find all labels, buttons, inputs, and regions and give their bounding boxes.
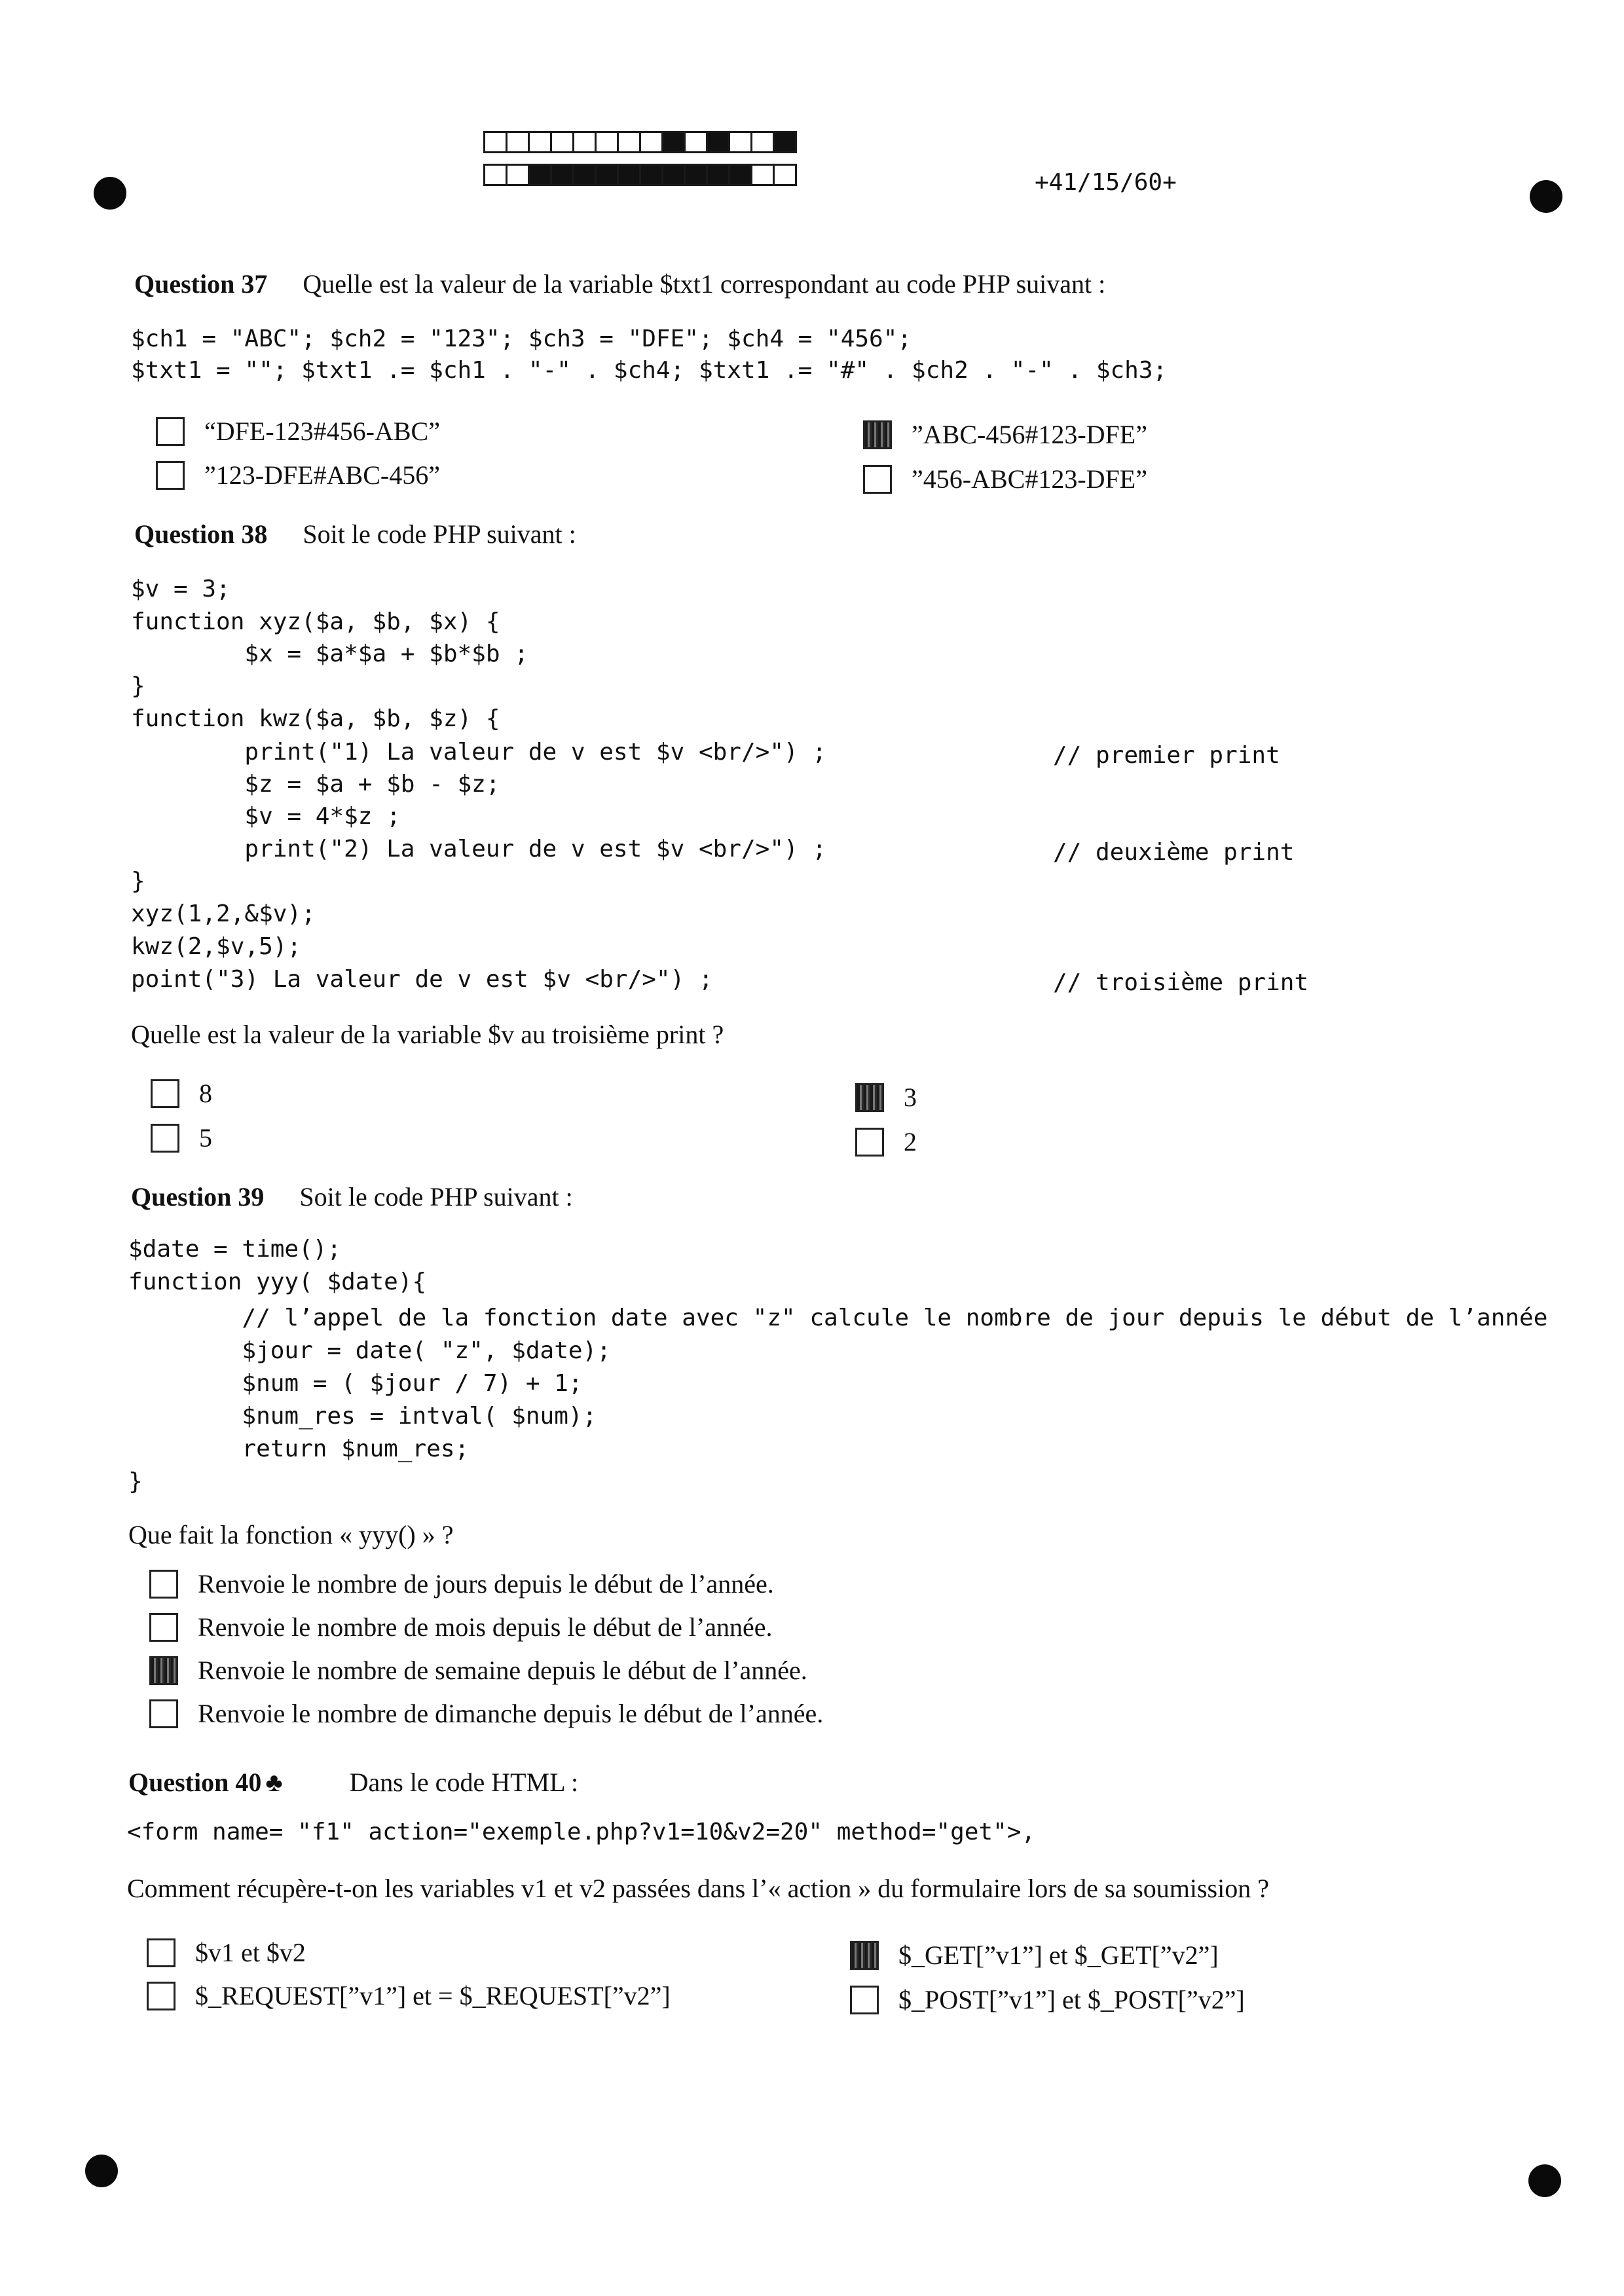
id-cell-empty (483, 131, 507, 153)
q39-question: Que fait la fonction « yyy() » ? (128, 1520, 454, 1549)
registration-mark-bottom-right (1528, 2164, 1561, 2197)
club-icon: ♣ (265, 1768, 283, 1797)
option-label: “DFE-123#456-ABC” (204, 417, 440, 446)
q38-option-c[interactable] (151, 1122, 212, 1153)
checkbox-checked[interactable] (855, 1083, 884, 1112)
q38-code-line: $x = $a*$a + $b*$b ; (131, 640, 528, 667)
q37-option-c[interactable] (156, 460, 440, 491)
registration-mark-bottom-left (85, 2155, 118, 2187)
option-label: $_REQUEST[”v1”] et = $_REQUEST[”v2”] (195, 1981, 671, 2010)
q38-code-line: $v = 3; (131, 576, 231, 602)
q38-question: Quelle est la valeur de la variable $v au troisième print ? (131, 1020, 724, 1049)
id-cell-filled (617, 164, 641, 186)
checkbox-checked[interactable] (149, 1656, 178, 1685)
page-code: +41/15/60+ (1035, 169, 1177, 196)
id-cell-empty (728, 131, 752, 153)
checkbox[interactable] (149, 1699, 178, 1728)
registration-mark-top-left (94, 177, 126, 210)
id-cell-empty (550, 131, 574, 153)
question-38-label: Question 38 (134, 519, 268, 549)
question-38-header (134, 519, 576, 549)
question-37-header (134, 268, 1105, 299)
option-label: $_GET[”v1”] et $_GET[”v2”] (898, 1940, 1219, 1970)
question-37-text: Quelle est la valeur de la variable $txt1 correspondant au code PHP suivant : (303, 269, 1106, 299)
q38-code-line: } (131, 868, 145, 895)
checkbox[interactable] (149, 1570, 178, 1599)
id-cell-filled (706, 164, 730, 186)
option-label: 3 (904, 1083, 917, 1112)
registration-mark-top-right (1530, 180, 1562, 213)
q38-code-line: kwz(2,$v,5); (131, 933, 302, 960)
id-cell-filled (661, 131, 686, 153)
q38-code-line: } (131, 673, 145, 699)
option-label: 5 (199, 1123, 212, 1153)
q38-option-b[interactable] (855, 1082, 917, 1113)
option-label: 8 (199, 1079, 212, 1108)
q39-code-line: $num = ( $jour / 7) + 1; (128, 1370, 583, 1397)
question-39-text: Soit le code PHP suivant : (299, 1182, 573, 1212)
option-label: Renvoie le nombre de jours depuis le début de l’année. (198, 1569, 774, 1599)
id-cell-empty (750, 164, 775, 186)
checkbox[interactable] (863, 465, 892, 494)
id-cell-empty (572, 131, 597, 153)
option-label: 2 (904, 1127, 917, 1157)
q38-code-line: print("1) La valeur de v est $v <br/>") ; (131, 739, 827, 766)
q39-code-line: // l’appel de la fonction date avec "z" calcule le nombre de jour depuis le début de l’année (128, 1305, 1548, 1331)
id-cell-empty (506, 164, 530, 186)
q39-option-b[interactable] (149, 1612, 773, 1642)
checkbox[interactable] (151, 1124, 179, 1153)
option-label: Renvoie le nombre de semaine depuis le début de l’année. (198, 1656, 807, 1685)
checkbox[interactable] (151, 1079, 179, 1108)
q39-code-line: return $num_res; (128, 1435, 470, 1462)
checkbox[interactable] (855, 1128, 884, 1157)
checkbox[interactable] (147, 1982, 175, 2010)
id-cell-empty (684, 131, 708, 153)
id-cell-empty (773, 164, 797, 186)
id-cell-empty (639, 131, 663, 153)
q39-option-a[interactable] (149, 1568, 774, 1599)
question-39-label: Question 39 (131, 1182, 265, 1212)
id-cell-filled (528, 164, 552, 186)
q40-option-c[interactable] (147, 1980, 671, 2011)
option-label: $_POST[”v1”] et $_POST[”v2”] (898, 1985, 1245, 2014)
q39-code-line: $num_res = intval( $num); (128, 1403, 597, 1430)
option-label: ”123-DFE#ABC-456” (204, 460, 440, 490)
q38-code-line: $z = $a + $b - $z; (131, 771, 500, 798)
q38-code-line: function xyz($a, $b, $x) { (131, 608, 500, 635)
id-cell-filled (773, 131, 797, 153)
q39-option-d[interactable] (149, 1698, 823, 1729)
q40-question: Comment récupère-t-on les variables v1 et v2 passées dans l’« action » du formulaire lors de sa soumission ? (127, 1874, 1269, 1903)
id-cell-filled (595, 164, 619, 186)
checkbox[interactable] (149, 1613, 178, 1642)
id-cell-filled (706, 131, 730, 153)
option-label: Renvoie le nombre de dimanche depuis le début de l’année. (198, 1699, 824, 1728)
q38-comment-2: // deuxième print (1053, 839, 1295, 866)
question-38-text: Soit le code PHP suivant : (303, 519, 576, 549)
q37-option-a[interactable] (156, 416, 440, 447)
q40-code-line: <form name= "f1" action="exemple.php?v1=10&v2=20" method="get">, (127, 1819, 1036, 1845)
student-id-grid-row-1 (483, 131, 795, 153)
q40-option-b[interactable] (850, 1940, 1219, 1971)
id-cell-empty (506, 131, 530, 153)
option-label: Renvoie le nombre de mois depuis le début de l’année. (198, 1612, 773, 1642)
q38-code-line: xyz(1,2,&$v); (131, 900, 316, 927)
option-label: $v1 et $v2 (195, 1938, 306, 1967)
checkbox[interactable] (850, 1986, 879, 2014)
question-40-label: Question 40 ♣ (128, 1768, 283, 1797)
checkbox[interactable] (156, 461, 185, 490)
q39-code-line: $jour = date( "z", $date); (128, 1337, 611, 1364)
q37-code-line-2: $txt1 = ""; $txt1 .= $ch1 . "-" . $ch4; $txt1 .= "#" . $ch2 . "-" . $ch3; (131, 357, 1168, 384)
q38-comment-3: // troisième print (1053, 969, 1309, 996)
id-cell-filled (728, 164, 752, 186)
q38-option-a[interactable] (151, 1078, 212, 1109)
student-id-grid-row-2 (483, 164, 795, 186)
q38-code-line: print("2) La valeur de v est $v <br/>") ; (131, 836, 827, 862)
question-40-text: Dans le code HTML : (349, 1768, 579, 1797)
q38-code-line: $v = 4*$z ; (131, 803, 401, 830)
id-cell-filled (661, 164, 686, 186)
option-label: ”456-ABC#123-DFE” (912, 464, 1147, 494)
q39-code-line: function yyy( $date){ (128, 1268, 427, 1295)
id-cell-empty (528, 131, 552, 153)
id-cell-empty (617, 131, 641, 153)
question-39-header (131, 1181, 573, 1212)
q39-code-line: } (128, 1468, 143, 1495)
checkbox-checked[interactable] (850, 1941, 879, 1970)
q39-option-c[interactable] (149, 1655, 807, 1686)
q37-code-line-1: $ch1 = "ABC"; $ch2 = "123"; $ch3 = "DFE"; $ch4 = "456"; (131, 325, 912, 352)
checkbox-checked[interactable] (863, 420, 892, 449)
id-cell-empty (595, 131, 619, 153)
q40-option-d[interactable] (850, 1984, 1245, 2015)
question-37-label: Question 37 (134, 269, 268, 299)
id-cell-filled (572, 164, 597, 186)
q39-code-line: $date = time(); (128, 1236, 342, 1263)
question-40-header (128, 1767, 578, 1798)
id-cell-empty (483, 164, 507, 186)
q38-code-line: point("3) La valeur de v est $v <br/>") ; (131, 966, 713, 993)
id-cell-filled (639, 164, 663, 186)
q37-option-d[interactable] (863, 464, 1147, 494)
id-cell-filled (684, 164, 708, 186)
q37-option-b[interactable] (863, 419, 1147, 450)
q38-comment-1: // premier print (1053, 742, 1280, 769)
id-cell-empty (750, 131, 775, 153)
option-label: ”ABC-456#123-DFE” (912, 420, 1147, 449)
q40-option-a[interactable] (147, 1937, 306, 1968)
checkbox[interactable] (147, 1938, 175, 1967)
q38-option-d[interactable] (855, 1126, 917, 1157)
id-cell-filled (550, 164, 574, 186)
checkbox[interactable] (156, 417, 185, 446)
q38-code-line: function kwz($a, $b, $z) { (131, 705, 500, 732)
